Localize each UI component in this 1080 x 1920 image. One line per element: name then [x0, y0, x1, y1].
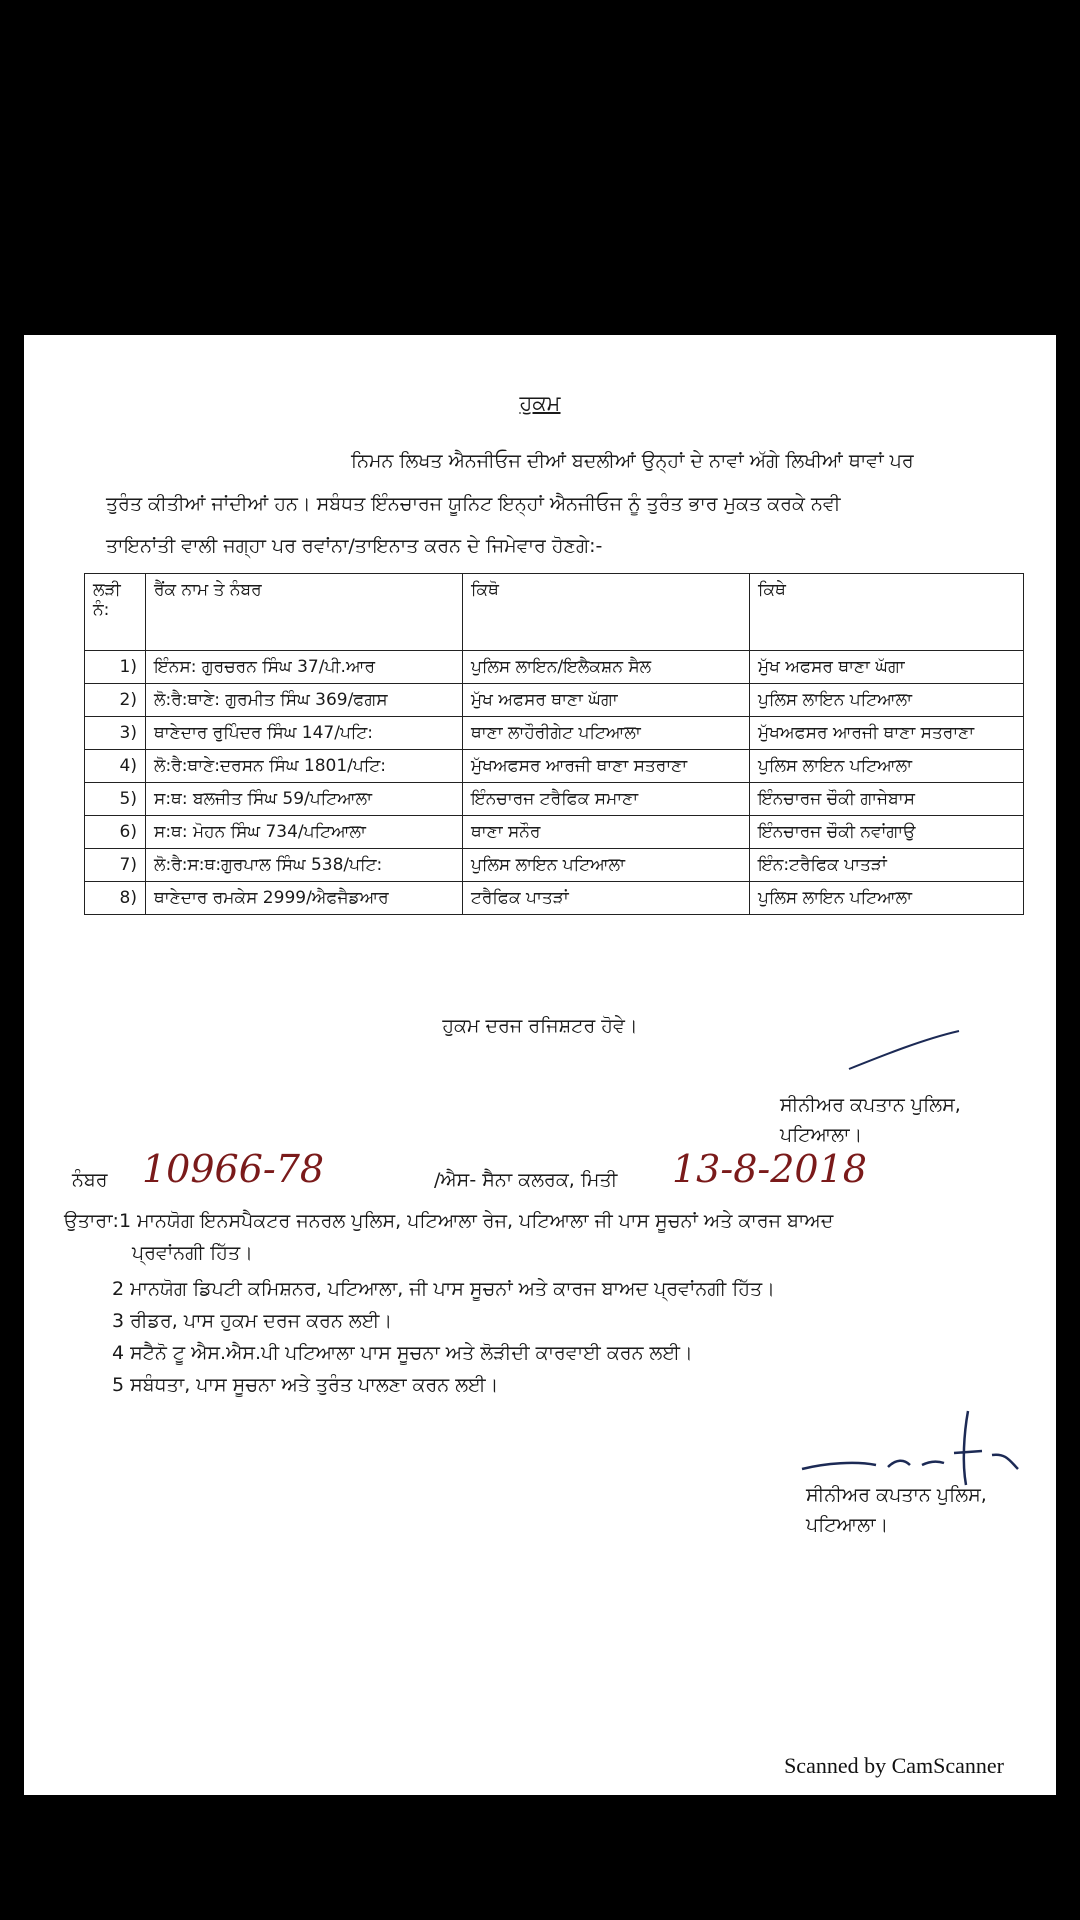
list-item — [64, 1337, 833, 1369]
handwritten-number: 10966-78 — [142, 1147, 325, 1191]
item-continuation: ਪ੍ਰਵਾਂਨਗੀ ਹਿੱਤ। — [132, 1242, 253, 1264]
table-row — [85, 717, 1024, 750]
list-item — [64, 1305, 833, 1337]
row-from: ਪੁਲਿਸ ਲਾਇਨ/ਇਲੈਕਸ਼ਨ ਸੈਲ — [463, 651, 750, 684]
row-name: ਲੋ:ਰੈ:ਥਾਣੇ:ਦਰਸਨ ਸਿੰਘ 1801/ਪਟਿ: — [146, 750, 463, 783]
copy-to-list — [64, 1205, 833, 1401]
row-to: ਮੁੱਖ ਅਫਸਰ ਥਾਣਾ ਘੱਗਾ — [750, 651, 1024, 684]
row-to: ਪੁਲਿਸ ਲਾਇਨ ਪਟਿਆਲਾ — [750, 882, 1024, 915]
row-from: ਥਾਣਾ ਲਾਹੌਰੀਗੇਟ ਪਟਿਆਲਾ — [463, 717, 750, 750]
document-page — [24, 335, 1056, 1795]
number-label: ਨੰਬਰ — [72, 1169, 108, 1191]
handwritten-date: 13-8-2018 — [672, 1147, 867, 1191]
row-from: ਟਰੈਫਿਕ ਪਾਤੜਾਂ — [463, 882, 750, 915]
table-row — [85, 882, 1024, 915]
row-name: ਲੋ:ਰੈ:ਥਾਣੇ: ਗੁਰਮੀਤ ਸਿੰਘ 369/ਫਗਸ — [146, 684, 463, 717]
row-serial: 4) — [85, 750, 146, 783]
row-from: ਇੰਨਚਾਰਜ ਟਰੈਫਿਕ ਸਮਾਣਾ — [463, 783, 750, 816]
row-serial: 7) — [85, 849, 146, 882]
row-to: ਇੰਨਚਾਰਜ ਚੌਕੀ ਨਵਾਂਗਾਉ — [750, 816, 1024, 849]
row-to: ਪੁਲਿਸ ਲਾਇਨ ਪਟਿਆਲਾ — [750, 750, 1024, 783]
item-text: ਰੀਡਰ, ਪਾਸ ਹੁਕਮ ਦਰਜ ਕਰਨ ਲਈ। — [130, 1310, 393, 1332]
item-text: ਮਾਨਯੋਗ ਡਿਪਟੀ ਕਮਿਸ਼ਨਰ, ਪਟਿਆਲਾ, ਜੀ ਪਾਸ ਸੂਚਨਾਂ ਅਤੇ ਕਾਰਜ ਬਾਅਦ ਪ੍ਰਵਾਂਨਗੀ ਹਿੱਤ। — [130, 1278, 775, 1300]
table-row — [85, 684, 1024, 717]
item-number: 3 — [112, 1310, 125, 1332]
header-serial-line2: ਨੰ: — [93, 600, 110, 620]
row-to: ਪੁਲਿਸ ਲਾਇਨ ਪਟਿਆਲਾ — [750, 684, 1024, 717]
signature2-title: ਸੀਨੀਅਰ ਕਪਤਾਨ ਪੁਲਿਸ, — [806, 1484, 987, 1506]
header-name: ਰੈਂਕ ਨਾਮ ਤੇ ਨੰਬਰ — [146, 574, 463, 651]
table-row — [85, 750, 1024, 783]
row-from: ਮੁੱਖਅਫਸਰ ਆਰਜੀ ਥਾਣਾ ਸਤਰਾਣਾ — [463, 750, 750, 783]
item-text: ਸਬੰਧਤਾ, ਪਾਸ ਸੂਚਨਾ ਅਤੇ ਤੁਰੰਤ ਪਾਲਣਾ ਕਰਨ ਲਈ। — [130, 1374, 499, 1396]
signature2-place: ਪਟਿਆਲਾ। — [806, 1514, 889, 1536]
row-name: ਸ:ਥ: ਮੋਹਨ ਸਿੰਘ 734/ਪਟਿਆਲਾ — [146, 816, 463, 849]
row-serial: 6) — [85, 816, 146, 849]
item-text: ਮਾਨਯੋਗ ਇਨਸਪੈਕਟਰ ਜਨਰਲ ਪੁਲਿਸ, ਪਟਿਆਲਾ ਰੇਜ, ਪਟਿਆਲਾ ਜੀ ਪਾਸ ਸੂਚਨਾਂ ਅਤੇ ਕਾਰਜ ਬਾਅਦ — [137, 1210, 834, 1232]
row-name: ਥਾਣੇਦਾਰ ਰਮਕੇਸ 2999/ਐਫਜੈਡਆਰ — [146, 882, 463, 915]
transfer-table — [84, 573, 1024, 915]
signature-block-2 — [806, 1480, 987, 1540]
row-serial: 8) — [85, 882, 146, 915]
row-serial: 3) — [85, 717, 146, 750]
row-to: ਇੰਨ:ਟਰੈਫਿਕ ਪਾਤੜਾਂ — [750, 849, 1024, 882]
table-header-row — [85, 574, 1024, 651]
header-serial — [85, 574, 146, 651]
row-to: ਮੁੱਖਅਫਸਰ ਆਰਜੀ ਥਾਣਾ ਸਤਰਾਣਾ — [750, 717, 1024, 750]
row-serial: 1) — [85, 651, 146, 684]
register-line: ਹੁਕਮ ਦਰਜ ਰਜਿਸ਼ਟਰ ਹੋਵੇ। — [442, 1015, 638, 1037]
table-row — [85, 651, 1024, 684]
table-row — [85, 783, 1024, 816]
row-name: ਲੋ:ਰੈ:ਸ:ਥ:ਗੁਰਪਾਲ ਸਿੰਘ 538/ਪਟਿ: — [146, 849, 463, 882]
table-row — [85, 849, 1024, 882]
copy-label: ਉਤਾਰਾ: — [64, 1210, 119, 1232]
item-number: 5 — [112, 1374, 125, 1396]
row-from: ਮੁੱਖ ਅਫਸਰ ਥਾਣਾ ਘੱਗਾ — [463, 684, 750, 717]
item-number: 1 — [118, 1210, 132, 1232]
signature-stroke-1 — [844, 1025, 964, 1075]
header-serial-line1: ਲੜੀ — [93, 580, 121, 600]
signature1-place: ਪਟਿਆਲਾ। — [780, 1124, 863, 1146]
row-serial: 5) — [85, 783, 146, 816]
clerk-label: /ਐਸ- ਸੈਨਾ ਕਲਰਕ, ਮਿਤੀ — [434, 1169, 618, 1191]
signature-block-1 — [780, 1090, 961, 1150]
order-title: ਹੁਕਮ — [519, 391, 561, 415]
header-to: ਕਿਥੇ — [750, 574, 1024, 651]
list-item — [64, 1273, 833, 1305]
item-number: 4 — [112, 1342, 125, 1364]
row-serial: 2) — [85, 684, 146, 717]
signature1-title: ਸੀਨੀਅਰ ਕਪਤਾਨ ਪੁਲਿਸ, — [780, 1094, 961, 1116]
header-from: ਕਿਥੋ — [463, 574, 750, 651]
intro-line-1: ਨਿਮਨ ਲਿਖਤ ਐਨਜੀਓਜ ਦੀਆਂ ਬਦਲੀਆਂ ਉਨ੍ਹਾਂ ਦੇ ਨਾਵਾਂ ਅੱਗੇ ਲਿਖੀਆਂ ਥਾਵਾਂ ਪਰ — [351, 450, 914, 472]
table-row — [85, 816, 1024, 849]
camscanner-watermark: Scanned by CamScanner — [784, 1753, 1004, 1778]
row-name: ਇੰਨਸ: ਗੁਰਚਰਨ ਸਿੰਘ 37/ਪੀ.ਆਰ — [146, 651, 463, 684]
row-from: ਪੁਲਿਸ ਲਾਇਨ ਪਟਿਆਲਾ — [463, 849, 750, 882]
row-to: ਇੰਨਚਾਰਜ ਚੌਕੀ ਗਾਜੇਬਾਸ — [750, 783, 1024, 816]
row-name: ਥਾਣੇਦਾਰ ਰੁਪਿੰਦਰ ਸਿੰਘ 147/ਪਟਿ: — [146, 717, 463, 750]
list-item — [64, 1205, 833, 1237]
row-name: ਸ:ਥ: ਬਲਜੀਤ ਸਿੰਘ 59/ਪਟਿਆਲਾ — [146, 783, 463, 816]
item-number: 2 — [112, 1278, 125, 1300]
intro-line-3: ਤਾਇਨਾਂਤੀ ਵਾਲੀ ਜਗ੍ਹਾ ਪਰ ਰਵਾਂਨਾ/ਤਾਇਨਾਤ ਕਰਨ ਦੇ ਜਿਮੇਵਾਰ ਹੋਣਗੇ:- — [106, 535, 603, 557]
item-text: ਸਟੈਨੋ ਟੂ ਐਸ.ਐਸ.ਪੀ ਪਟਿਆਲਾ ਪਾਸ ਸੂਚਨਾ ਅਤੇ ਲੋੜੀਦੀ ਕਾਰਵਾਈ ਕਰਨ ਲਈ। — [130, 1342, 693, 1364]
row-from: ਥਾਣਾ ਸਨੌਰ — [463, 816, 750, 849]
list-item — [64, 1369, 833, 1401]
intro-line-2: ਤੁਰੰਤ ਕੀਤੀਆਂ ਜਾਂਦੀਆਂ ਹਨ। ਸਬੰਧਤ ਇੰਨਚਾਰਜ ਯੂਨਿਟ ਇਨ੍ਹਾਂ ਐਨਜੀਓਜ ਨੂੰ ਤੁਰੰਤ ਭਾਰ ਮੁਕਤ ਕਰਕੇ ਨਵੀ — [106, 493, 841, 515]
